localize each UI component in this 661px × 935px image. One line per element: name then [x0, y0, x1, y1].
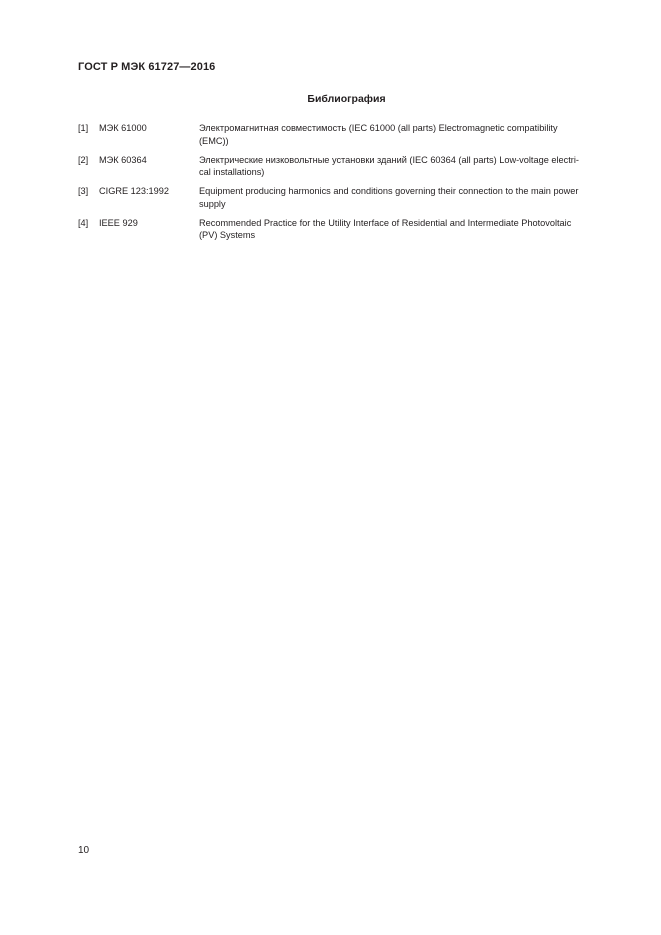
bibliography-entry [78, 122, 615, 147]
entry-number: [4] [78, 217, 89, 228]
entry-code: МЭК 61000 [99, 123, 147, 133]
entry-number: [1] [78, 123, 89, 133]
entry-title: Электрические низковольтные установки зданий (IEC 60364 (all parts) Low-voltage electri- cal installations) [199, 154, 579, 177]
entry-title: Equipment producing harmonics and conditions governing their connection to the main power supply [199, 186, 579, 209]
entry-code: МЭК 60364 [99, 154, 147, 165]
bibliography-entry [78, 154, 615, 179]
entry-number: [3] [78, 186, 89, 196]
document-header: ГОСТ Р МЭК 61727—2016 [78, 61, 216, 73]
entry-code: IEEE 929 [99, 217, 138, 228]
bibliography-entry [78, 217, 615, 242]
section-title: Библиография [307, 93, 386, 105]
bibliography-entry [78, 185, 615, 210]
entry-title: Recommended Practice for the Utility Interface of Residential and Intermediate Photovoltaic (PV) Systems [199, 217, 572, 240]
entry-title: Электромагнитная совместимость (IEC 61000 (all parts) Electromagnetic compatibility (EMC)) [199, 123, 558, 146]
entry-number: [2] [78, 154, 89, 165]
entry-code: CIGRE 123:1992 [99, 186, 169, 196]
bibliography-list [78, 122, 615, 248]
page-number: 10 [78, 845, 90, 856]
